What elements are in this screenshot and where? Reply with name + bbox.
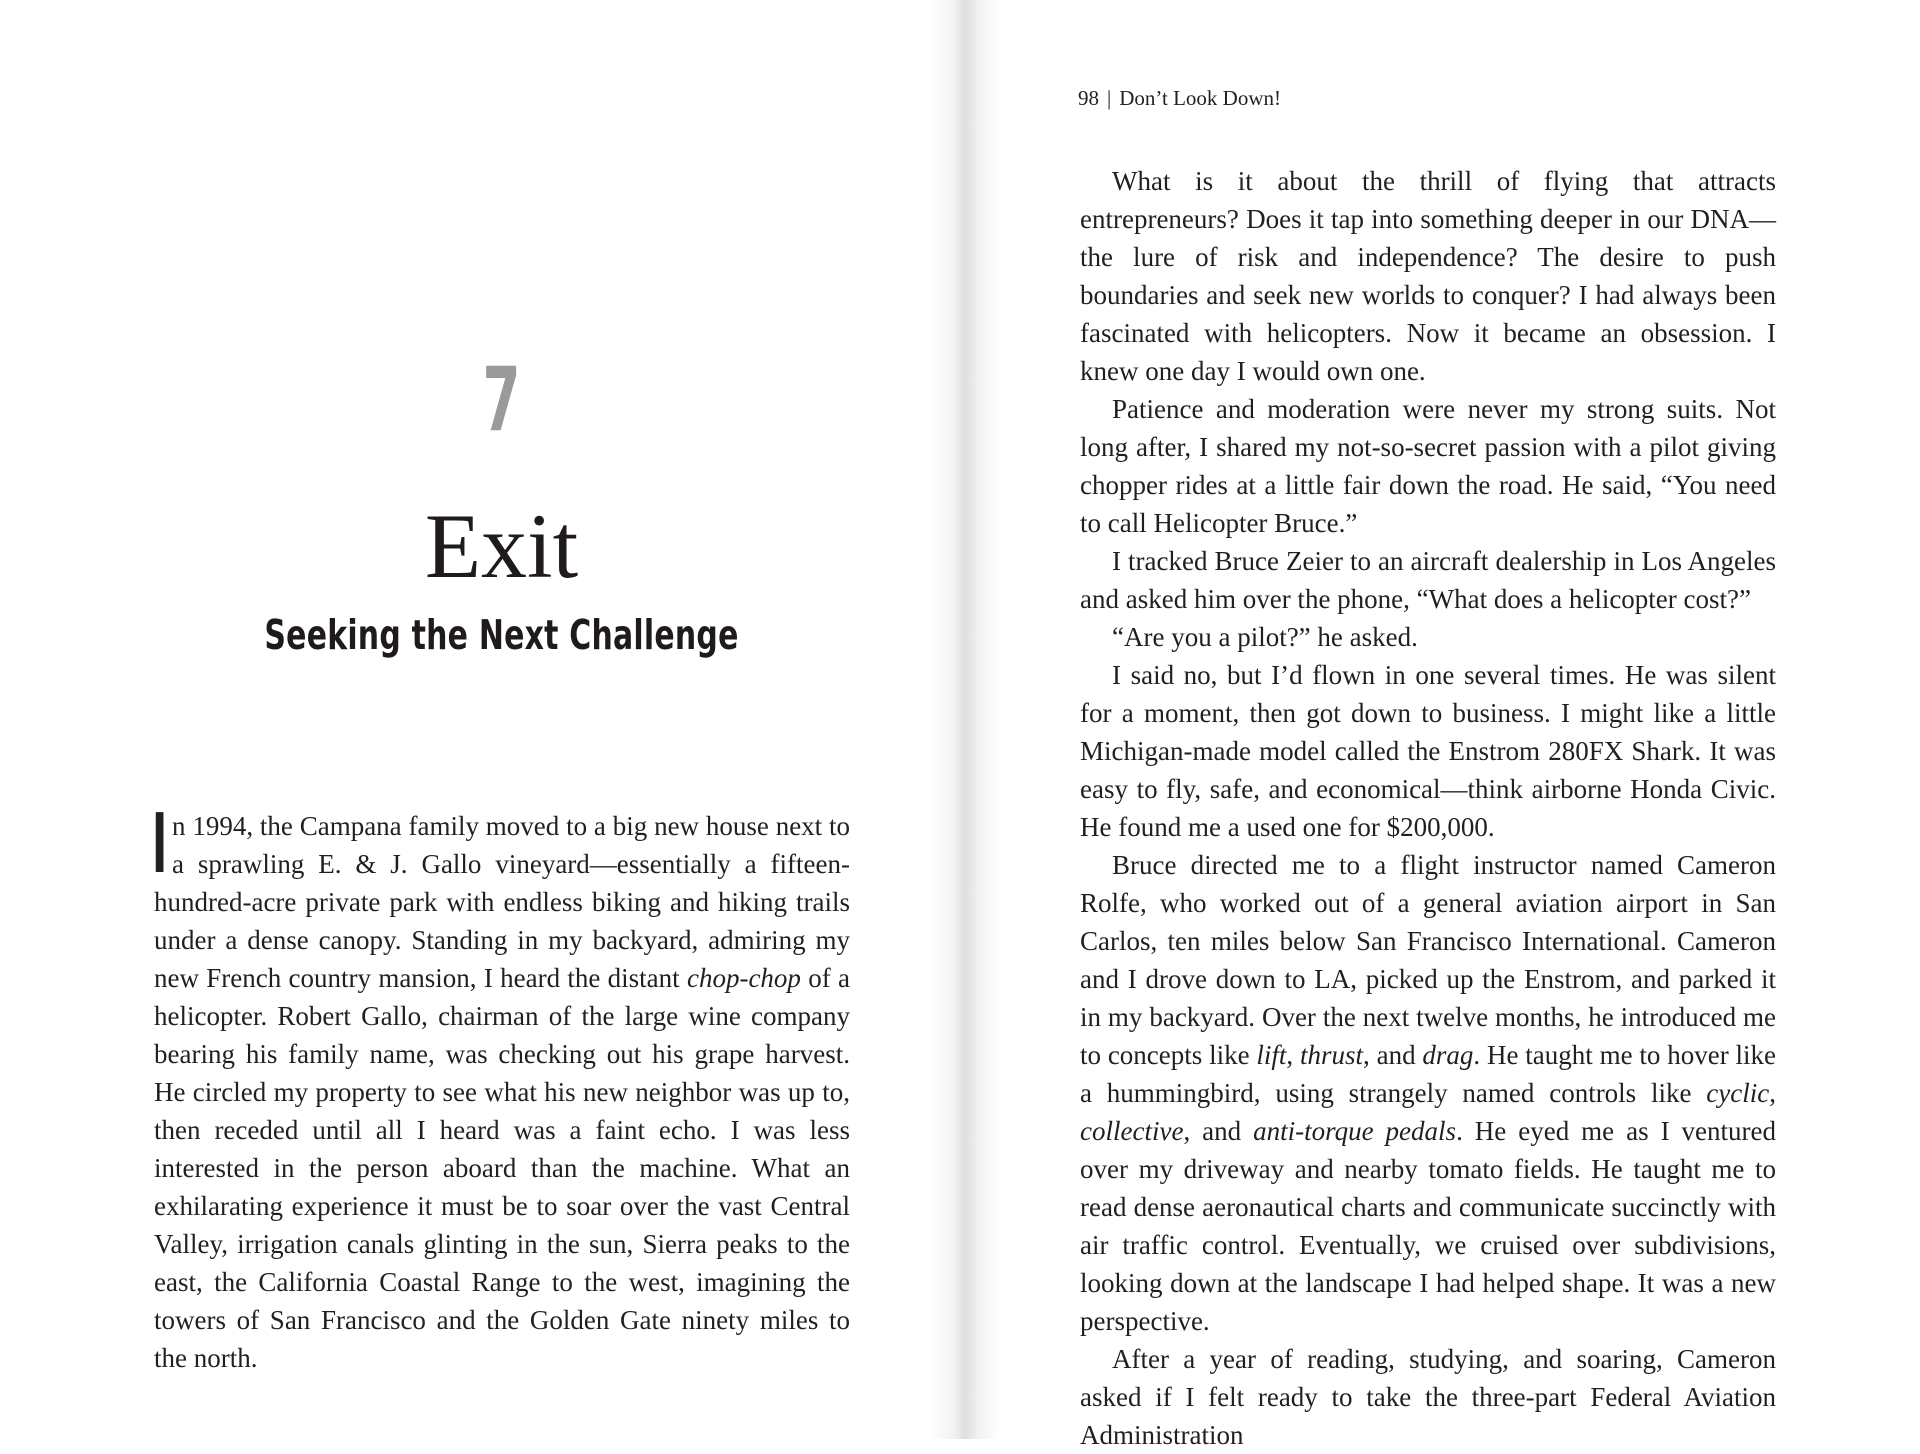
paragraph-6-part-a: Bruce directed me to a flight instructor named Cameron Rolfe, who worked out of a general aviation airport in San Carlos, ten miles below San Francisco International. Cameron and I drove down to LA, picked up the Enstrom, and parked it in my backyard. Over the next twelve months, he introduced me to concepts like [1080, 850, 1776, 1070]
paragraph-1: What is it about the thrill of flying that attracts entrepreneurs? Does it tap into something deeper in our DNA—the lure of risk and independence? The desire to push boundaries and seek new worlds to conquer? I had always been fascinated with helicopters. Now it became an obsession. I knew one day I would own one. [1080, 166, 1776, 386]
opening-text-part-1: n 1994, the Campana family moved to a big new house next to a sprawling E. & J. Gallo vineyard—essentially a fifteen-hundred-acre private park with endless biking and hiking trails under a dense canopy. Standing in my backyard, admiring my new French country mansion, I heard the distant [154, 811, 850, 993]
paragraph-7: After a year of reading, studying, and soaring, Cameron asked if I felt ready to take the three-part Federal Aviation Administration [1080, 1344, 1776, 1450]
paragraph-4: “Are you a pilot?” he asked. [1112, 622, 1418, 652]
chapter-number: 7 [482, 348, 521, 451]
drop-cap: I [152, 797, 168, 892]
opening-text-part-2: of a helicopter. Robert Gallo, chairman of the large wine company bearing his family name, was checking out his grape harvest. He circled my property to see what his new neighbor was up to, then receded until all I heard was a faint echo. I was less interested in the person aboard than the machine. What an exhilarating experience it must be to soar over the vast Central Valley, irrigation canals glinting in the sun, Sierra peaks to the east, the California Coastal Range to the west, imagining the towers of San Francisco and the Golden Gate ninety miles to the north. [154, 963, 851, 1373]
book-title: Don’t Look Down! [1119, 86, 1281, 110]
paragraph-3: I tracked Bruce Zeier to an aircraft dealership in Los Angeles and asked him over the phone, “What does a helicopter cost?” [1080, 546, 1776, 614]
italic-collective: collective [1080, 1116, 1184, 1146]
paragraph-5: I said no, but I’d flown in one several times. He was silent for a moment, then got down to business. I might like a little Michigan-made model called the Enstrom 280FX Shark. It was easy to fly, safe, and economical—think airborne Honda Civic. He found me a used one for $200,000. [1080, 660, 1776, 842]
paragraph-6-part-c: , and [1363, 1040, 1423, 1070]
chapter-title: Exit [424, 495, 579, 597]
paragraph-2: Patience and moderation were never my strong suits. Not long after, I shared my not-so-secret passion with a pilot giving chopper rides at a little fair down the road. He said, “You need to call Helicopter Bruce.” [1080, 394, 1776, 538]
italic-cyclic: cyclic [1706, 1078, 1770, 1108]
italic-thrust: thrust [1300, 1040, 1364, 1070]
chapter-subtitle: Seeking the Next Challenge [264, 611, 739, 659]
right-page-body [1080, 162, 1776, 1454]
chapter-opening-text [152, 797, 851, 1377]
italic-anti-torque-pedals: anti-torque pedals [1253, 1116, 1457, 1146]
paragraph-6-part-g: . He eyed me as I ventured over my driveway and nearby tomato fields. He taught me to read dense aeronautical charts and communicate succinctly with air traffic control. Eventually, we cruised over subdivisions, looking down at the landscape I had helped shape. It was a new perspective. [1080, 1116, 1776, 1336]
paragraph-6-part-d: . He taught me to hover like a hummingbird, using strangely named controls like [1080, 1040, 1777, 1108]
paragraph-6 [1080, 846, 1776, 1340]
italic-lift: lift [1256, 1040, 1287, 1070]
italic-chop-chop: chop-chop [686, 963, 801, 993]
paragraph-6-part-f: , and [1183, 1116, 1254, 1146]
italic-drag: drag [1422, 1040, 1474, 1070]
opening-paragraph [152, 797, 851, 1377]
left-page [0, 0, 958, 1439]
header-separator: | [1107, 86, 1112, 110]
paragraph-6-part-e: , [1769, 1078, 1776, 1108]
paragraph-6-part-b: , [1286, 1040, 1300, 1070]
page-number: 98 [1078, 86, 1099, 110]
running-header [1078, 86, 1281, 111]
